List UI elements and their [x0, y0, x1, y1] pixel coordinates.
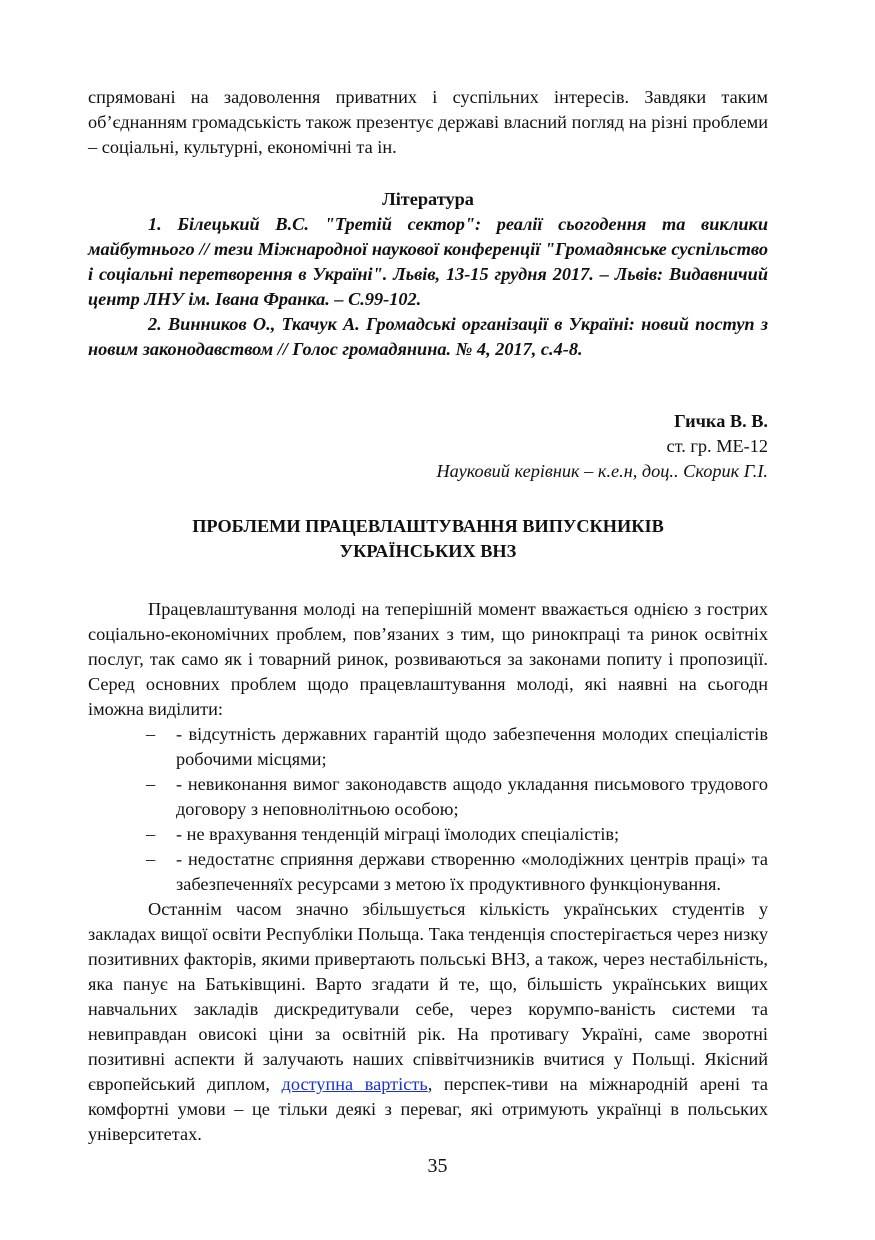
- author-name: Гичка В. В.: [674, 411, 768, 431]
- list-item-text: - невиконання вимог законодавств ащодо укладання письмового трудового договору з неповнолітньою особою;: [176, 774, 768, 819]
- list-item: [88, 772, 768, 822]
- literature-heading: Література: [382, 189, 474, 209]
- article-paragraph-2: [88, 897, 768, 1147]
- paragraph-2-text-end: , перспек-тиви на міжнародній арені та комфортні умови – це тільки деякі з переваг, які отримують українці в польських університетах.: [88, 1074, 768, 1144]
- affordable-cost-link[interactable]: доступна вартість: [281, 1074, 428, 1094]
- author-group: ст. гр. МЕ-12: [666, 436, 768, 456]
- document-page: [88, 85, 768, 1147]
- intro-paragraph: спрямовані на задоволення приватних і суспільних інтересів. Завдяки таким об’єднанням громадськість також презентує державі власний погляд на різні проблеми – соціальні, культурні, економічні та ін.: [88, 87, 768, 157]
- page-number: 35: [427, 1155, 448, 1177]
- article-title: [88, 514, 768, 564]
- dash-bullet: –: [146, 774, 156, 794]
- author-block: [88, 409, 768, 484]
- problem-list: [88, 722, 768, 897]
- list-item: [88, 722, 768, 772]
- article-title-line-2: УКРАЇНСЬКИХ ВНЗ: [339, 541, 517, 561]
- article-title-line-1: ПРОБЛЕМИ ПРАЦЕВЛАШТУВАННЯ ВИПУСКНИКІВ: [192, 516, 664, 536]
- list-item: [88, 847, 768, 897]
- list-item-text: - недостатнє сприяння держави створенню «молодіжних центрів праці» та забезпеченняїх ресурсами з метою їх продуктивного функціонування.: [176, 849, 768, 894]
- dash-bullet: –: [146, 824, 156, 844]
- dash-bullet: –: [146, 849, 156, 869]
- dash-bullet: –: [146, 724, 156, 744]
- list-item-text: - не врахування тенденцій міграці їмолодих спеціалістів;: [176, 824, 620, 844]
- reference-1: 1. Білецький В.С. "Третій сектор": реалії сьогодення та виклики майбутнього // тези Міжнародної наукової конференції "Громадянське суспільство і соціальні перетворення в Україні". Львів, 13-15 грудня 2017. – Львів: Видавничий центр ЛНУ ім. Івана Франка. – С.99-102.: [88, 214, 768, 309]
- list-item-text: - відсутність державних гарантій щодо забезпечення молодих спеціалістів робочими місцями;: [176, 724, 768, 769]
- list-item: [88, 822, 768, 847]
- paragraph-2-text-start: Останнім часом значно збільшується кількість українських студентів у закладах вищої освіти Республіки Польща. Така тенденція спостерігається через низку позитивних факторів, якими привертають польські ВНЗ, а також, через нестабільність, яка панує на Батьківщині. Варто згадати й те, що, більшість українських вищих навчальних закладів дискредитували себе, через корумпо-ваність системи та невиправдан овисокі ціни за освітній рік. На противагу Україні, саме зворотні позитивні аспекти й залучають наших співвітчизників вчитися у Польщі. Якісний європейський диплом,: [88, 899, 768, 1094]
- reference-2: 2. Винников О., Ткачук А. Громадські організації в Україні: новий поступ з новим законодавством // Голос громадянина. № 4, 2017, с.4-8.: [88, 314, 768, 359]
- supervisor: Науковий керівник – к.е.н, доц.. Скорик Г.І.: [436, 461, 768, 481]
- article-paragraph-1: Працевлаштування молоді на теперішній момент вважається однією з гострих соціально-економічних проблем, пов’язаних з тим, що ринокпраці та ринок освітніх послуг, так само як і товарний ринок, розвиваються за законами попиту і пропозиції. Серед основних проблем щодо працевлаштування молоді, які наявні на сьогодн іможна виділити:: [88, 599, 768, 719]
